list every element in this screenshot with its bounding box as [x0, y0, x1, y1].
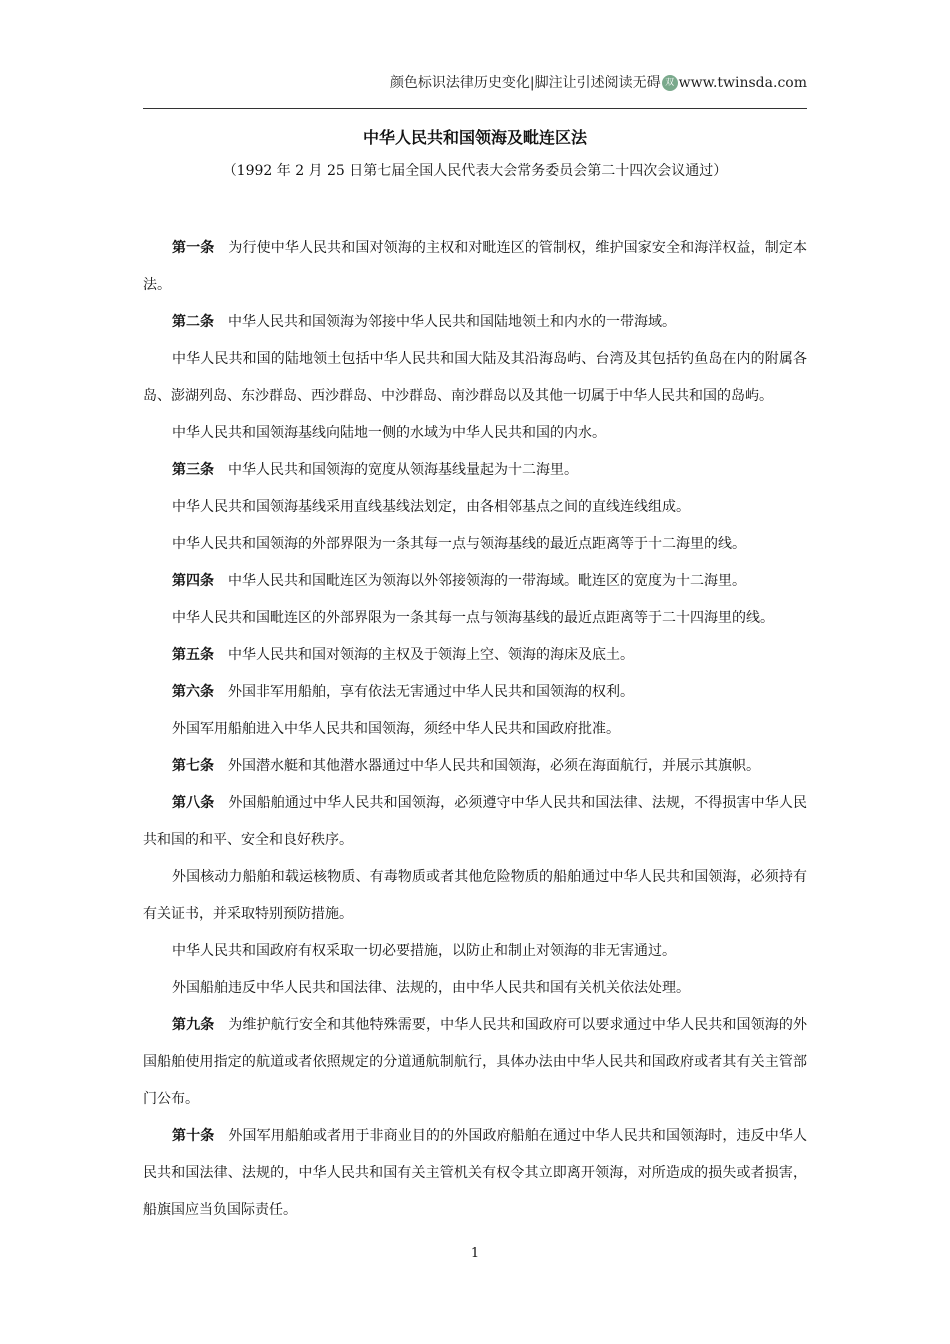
paragraph-text: 外国潜水艇和其他潜水器通过中华人民共和国领海，必须在海面航行，并展示其旗帜。	[228, 758, 760, 774]
paragraph	[143, 563, 807, 600]
paragraph-text: 中华人民共和国领海的宽度从领海基线量起为十二海里。	[228, 462, 578, 478]
paragraph	[143, 933, 807, 970]
paragraph-text: 中华人民共和国领海基线采用直线基线法划定，由各相邻基点之间的直线连线组成。	[172, 499, 690, 515]
header-text: 颜色标识法律历史变化|脚注让引述阅读无碍	[389, 75, 661, 91]
paragraph-text: 中华人民共和国领海基线向陆地一侧的水域为中华人民共和国的内水。	[172, 425, 606, 441]
paragraph	[143, 304, 807, 341]
article-label: 第五条	[172, 647, 214, 663]
twinsda-logo-icon: 双	[662, 75, 678, 91]
paragraph	[143, 1118, 807, 1229]
paragraph-text: 中华人民共和国毗连区的外部界限为一条其每一点与领海基线的最近点距离等于二十四海里的线。	[172, 610, 774, 626]
article-label: 第三条	[172, 462, 214, 478]
article-label: 第八条	[172, 795, 215, 811]
article-label: 第九条	[172, 1017, 215, 1033]
paragraph-text: 外国军用船舶进入中华人民共和国领海，须经中华人民共和国政府批准。	[172, 721, 620, 737]
article-label: 第六条	[172, 684, 214, 700]
paragraph-text: 中华人民共和国的陆地领土包括中华人民共和国大陆及其沿海岛屿、台湾及其包括钓鱼岛在内的附属各岛、澎湖列岛、东沙群岛、西沙群岛、中沙群岛、南沙群岛以及其他一切属于中华人民共和国的岛屿。	[143, 351, 807, 404]
paragraph-text: 外国军用船舶或者用于非商业目的的外国政府船舶在通过中华人民共和国领海时，违反中华人民共和国法律、法规的，中华人民共和国有关主管机关有权令其立即离开领海，对所造成的损失或者损害，船旗国应当负国际责任。	[143, 1128, 808, 1218]
article-label: 第二条	[172, 314, 214, 330]
paragraph-text: 中华人民共和国对领海的主权及于领海上空、领海的海床及底土。	[228, 647, 634, 663]
paragraph	[143, 600, 807, 637]
paragraph-text: 中华人民共和国政府有权采取一切必要措施，以防止和制止对领海的非无害通过。	[172, 943, 676, 959]
paragraph	[143, 341, 807, 415]
paragraph-text: 外国非军用船舶，享有依法无害通过中华人民共和国领海的权利。	[228, 684, 634, 700]
paragraph	[143, 785, 807, 859]
paragraph	[143, 637, 807, 674]
paragraph	[143, 859, 807, 933]
page-number: 1	[470, 1246, 480, 1261]
paragraph	[143, 526, 807, 563]
paragraph-text: 中华人民共和国领海为邻接中华人民共和国陆地领土和内水的一带海域。	[228, 314, 676, 330]
paragraph-text: 中华人民共和国毗连区为领海以外邻接领海的一带海域。毗连区的宽度为十二海里。	[228, 573, 746, 589]
paragraph-text: 外国船舶通过中华人民共和国领海，必须遵守中华人民共和国法律、法规，不得损害中华人民共和国的和平、安全和良好秩序。	[143, 795, 808, 848]
document-title: 中华人民共和国领海及毗连区法	[362, 128, 587, 147]
paragraph-text: 为维护航行安全和其他特殊需要，中华人民共和国政府可以要求通过中华人民共和国领海的外国船舶使用指定的航道或者依照规定的分道通航制航行，具体办法由中华人民共和国政府或者其有关主管部门公布。	[143, 1017, 808, 1107]
document-subtitle: （1992 年 2 月 25 日第七届全国人民代表大会常务委员会第二十四次会议通过）	[222, 163, 728, 179]
paragraph	[143, 452, 807, 489]
paragraph-text: 外国核动力船舶和载运核物质、有毒物质或者其他危险物质的船舶通过中华人民共和国领海，必须持有有关证书，并采取特别预防措施。	[143, 869, 807, 922]
paragraph-text: 中华人民共和国领海的外部界限为一条其每一点与领海基线的最近点距离等于十二海里的线。	[172, 536, 746, 552]
paragraph	[143, 230, 807, 304]
paragraph	[143, 674, 807, 711]
paragraph	[143, 489, 807, 526]
document-body	[143, 230, 807, 1229]
article-label: 第一条	[172, 240, 215, 256]
page-header	[0, 72, 807, 92]
paragraph-text: 外国船舶违反中华人民共和国法律、法规的，由中华人民共和国有关机关依法处理。	[172, 980, 690, 996]
paragraph	[143, 415, 807, 452]
article-label: 第七条	[172, 758, 214, 774]
paragraph	[143, 970, 807, 1007]
paragraph-text: 为行使中华人民共和国对领海的主权和对毗连区的管制权，维护国家安全和海洋权益，制定本法。	[143, 240, 808, 293]
article-label: 第四条	[172, 573, 214, 589]
header-divider	[143, 108, 807, 109]
paragraph	[143, 711, 807, 748]
article-label: 第十条	[172, 1128, 215, 1144]
header-site-link[interactable]: www.twinsda.com	[678, 75, 807, 91]
paragraph	[143, 748, 807, 785]
paragraph	[143, 1007, 807, 1118]
